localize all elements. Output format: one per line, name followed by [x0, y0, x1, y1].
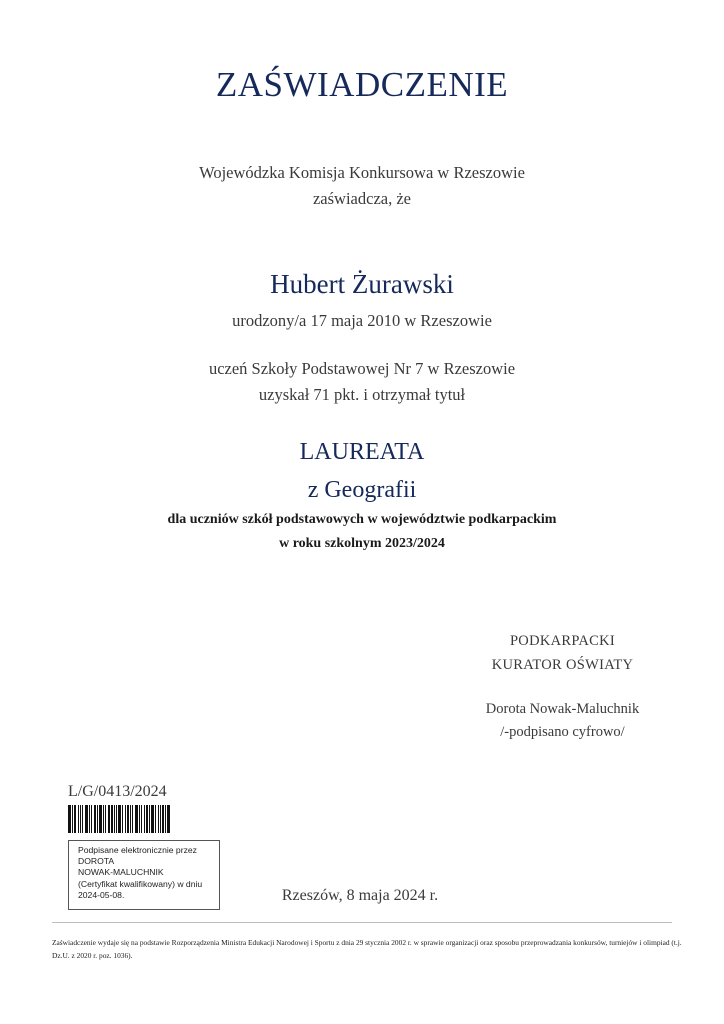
barcode-bar — [160, 805, 161, 833]
barcode-bar — [167, 805, 170, 833]
barcode-bar — [97, 805, 98, 833]
barcode-bar — [139, 805, 140, 833]
issuer-name: Wojewódzka Komisja Konkursowa w Rzeszowie — [199, 163, 525, 182]
barcode-bar — [74, 805, 76, 833]
barcode-bar — [146, 805, 148, 833]
issuer-statement: zaświadcza, że — [312, 189, 411, 208]
esign-line: Podpisane elektronicznie przez — [78, 845, 197, 855]
barcode-bar — [132, 805, 133, 833]
barcode-bar — [125, 805, 126, 833]
esign-line: (Certyfikat kwalifikowany) w dniu — [78, 878, 203, 889]
barcode-bar — [118, 805, 121, 833]
esign-line: 2024-05-08. — [78, 889, 125, 900]
barcode-bar — [105, 805, 106, 833]
student-birth-info: urodzony/a 17 maja 2010 w Rzeszowie — [232, 311, 492, 330]
barcode-bar — [91, 805, 92, 833]
reference-number: L/G/0413/2024 — [68, 783, 167, 800]
barcode-bar — [85, 805, 88, 833]
esign-line: NOWAK-MALUCHNIK — [78, 867, 164, 878]
legal-footnote: Zaświadczenie wydaje się na podstawie Rozporządzenia Ministra Edukacji Narodowej i Sportu z dnia 29 stycznia 2002 r. w sprawie organizacji oraz sposobu przeprowadzania konkursów, turniejów i olimpiad (t.j. Dz.U. z 2020 r. poz. 1036). — [52, 938, 682, 960]
barcode-bar — [68, 805, 71, 833]
certificate-title: ZAŚWIADCZENIE — [215, 65, 509, 104]
signatory-name: Dorota Nowak-Maluchnik — [485, 701, 640, 717]
barcode-bar — [162, 805, 164, 833]
award-school-year: w roku szkolnym 2023/2024 — [279, 536, 445, 551]
barcode-bar — [94, 805, 96, 833]
barcode-bar — [103, 805, 104, 833]
award-description: dla uczniów szkół podstawowych w województwie podkarpackim — [167, 512, 557, 527]
award-title: LAUREATA — [299, 439, 425, 465]
barcode-bar — [82, 805, 83, 833]
barcode-bar — [72, 805, 73, 833]
electronic-signature-box — [68, 840, 220, 910]
barcode-bar — [130, 805, 131, 833]
barcode-bar — [149, 805, 150, 833]
barcode-bar — [80, 805, 81, 833]
barcode-bar — [158, 805, 159, 833]
signature-note: /-podpisano cyfrowo/ — [500, 724, 625, 740]
student-school: uczeń Szkoły Podstawowej Nr 7 w Rzeszowie — [208, 359, 516, 378]
barcode-bar — [135, 805, 138, 833]
award-subject: z Geografii — [307, 477, 417, 503]
barcode-bar — [114, 805, 115, 833]
barcode-bar — [89, 805, 90, 833]
esign-line: DOROTA — [78, 856, 115, 867]
place-and-date: Rzeszów, 8 maja 2024 r. — [281, 887, 439, 904]
barcode-icon — [68, 805, 220, 833]
barcode-bar — [111, 805, 113, 833]
barcode-bar — [78, 805, 79, 833]
barcode-bar — [151, 805, 154, 833]
signatory-office-line1: PODKARPACKI — [509, 633, 616, 649]
footer-divider — [52, 922, 672, 923]
barcode-bar — [116, 805, 117, 833]
student-name: Hubert Żurawski — [270, 269, 454, 299]
barcode-bar — [127, 805, 129, 833]
student-score: uzyskał 71 pkt. i otrzymał tytuł — [258, 385, 466, 404]
barcode-bar — [99, 805, 102, 833]
barcode-bar — [141, 805, 142, 833]
barcode-bar — [122, 805, 123, 833]
barcode-bar — [144, 805, 145, 833]
barcode-bar — [165, 805, 166, 833]
barcode-bar — [108, 805, 110, 833]
barcode-bar — [155, 805, 156, 833]
signatory-office-line2: KURATOR OŚWIATY — [491, 657, 634, 673]
